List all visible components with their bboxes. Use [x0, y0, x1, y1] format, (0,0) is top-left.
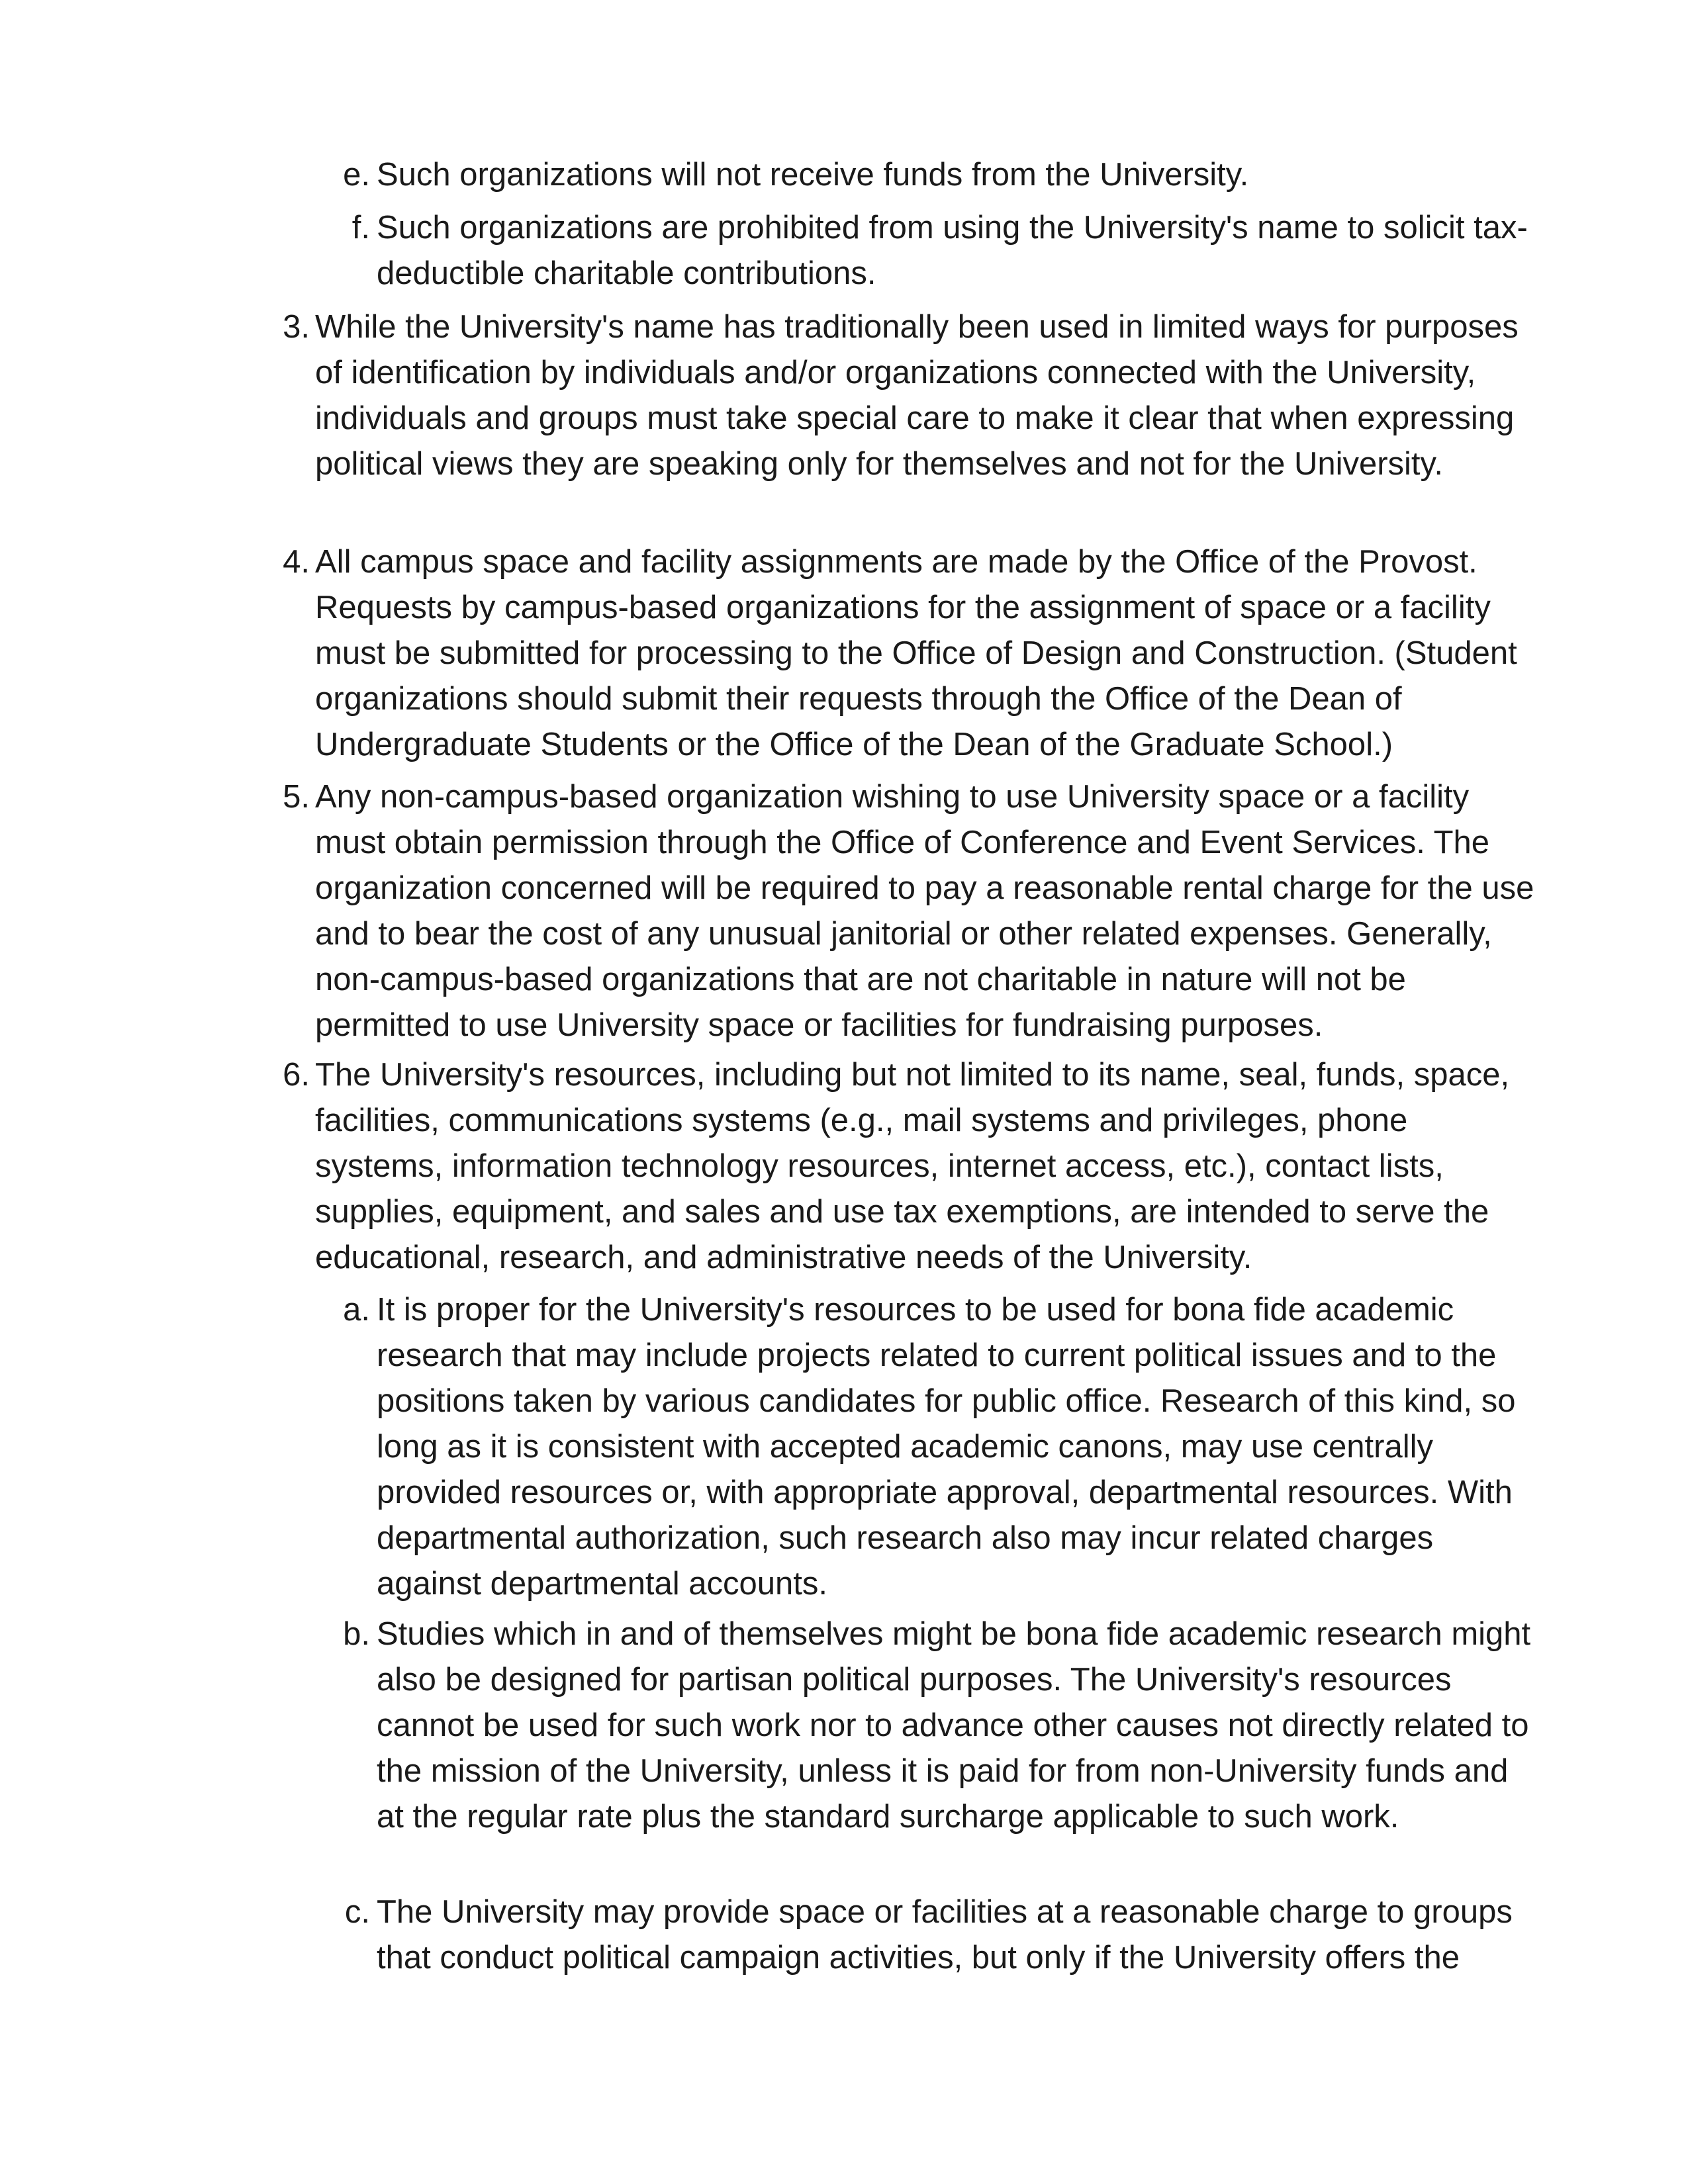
- list-item-e: [343, 152, 1538, 198]
- list-marker: a.: [343, 1292, 370, 1328]
- list-item-text: All campus space and facility assignments are made by the Office of the Provost. Requests by campus-based organizations for the assignment of space or a facility must be submitted for processing to the Office of Design and Construction. (Student organizations should submit their requests through the Office of the Dean of Undergraduate Students or the Office of the Dean of the Graduate School.): [315, 544, 1517, 762]
- list-item-text: Studies which in and of themselves might be bona fide academic research might also be designed for partisan political purposes. The University's resources cannot be used for such work nor to advance other causes not directly related to the mission of the University, unless it is paid for from non-University funds and at the regular rate plus the standard surcharge applicable to such work.: [377, 1616, 1531, 1835]
- list-item-f: [352, 205, 1538, 296]
- list-marker: f.: [352, 210, 370, 246]
- list-item-text: Such organizations will not receive funds from the University.: [377, 157, 1249, 193]
- list-item-6: [283, 1052, 1538, 1281]
- list-item-6b: [343, 1612, 1538, 1840]
- list-item-text: While the University's name has traditionally been used in limited ways for purposes of identification by individuals and/or organizations connected with the University, individuals and groups must take special care to make it clear that when expressing political views they are speaking only for themselves and not for the University.: [315, 309, 1519, 482]
- list-marker: 3.: [283, 309, 310, 345]
- list-marker: 6.: [283, 1057, 310, 1093]
- list-item-text: It is proper for the University's resources to be used for bona fide academic research that may include projects related to current political issues and to the positions taken by various candidates for public office. Research of this kind, so long as it is consistent with accepted academic canons, may use centrally provided resources or, with appropriate approval, departmental resources. With departmental authorization, such research also may incur related charges against departmental accounts.: [377, 1292, 1516, 1602]
- list-item-3: [283, 304, 1538, 487]
- list-item-6c: [344, 1889, 1538, 1981]
- list-item-5: [283, 774, 1538, 1048]
- list-item-text: The University's resources, including but not limited to its name, seal, funds, space, facilities, communications systems (e.g., mail systems and privileges, phone systems, information technology resources, internet access, etc.), contact lists, supplies, equipment, and sales and use tax exemptions, are intended to serve the educational, research, and administrative needs of the University.: [315, 1057, 1510, 1275]
- list-marker: c.: [344, 1894, 370, 1930]
- list-marker: e.: [343, 157, 370, 193]
- list-item-text: The University may provide space or facilities at a reasonable charge to groups that conduct political campaign activities, but only if the University offers the: [377, 1894, 1513, 1976]
- list-item-4: [283, 539, 1538, 768]
- list-marker: b.: [343, 1616, 370, 1652]
- list-item-6a: [343, 1287, 1538, 1607]
- list-marker: 5.: [283, 779, 310, 815]
- list-marker: 4.: [283, 544, 310, 580]
- list-item-text: Such organizations are prohibited from using the University's name to solicit tax-deductible charitable contributions.: [377, 210, 1528, 291]
- list-item-text: Any non-campus-based organization wishing to use University space or a facility must obtain permission through the Office of Conference and Event Services. The organization concerned will be required to pay a reasonable rental charge for the use and to bear the cost of any unusual janitorial or other related expenses. Generally, non-campus-based organizations that are not charitable in nature will not be permitted to use University space or facilities for fundraising purposes.: [315, 779, 1534, 1043]
